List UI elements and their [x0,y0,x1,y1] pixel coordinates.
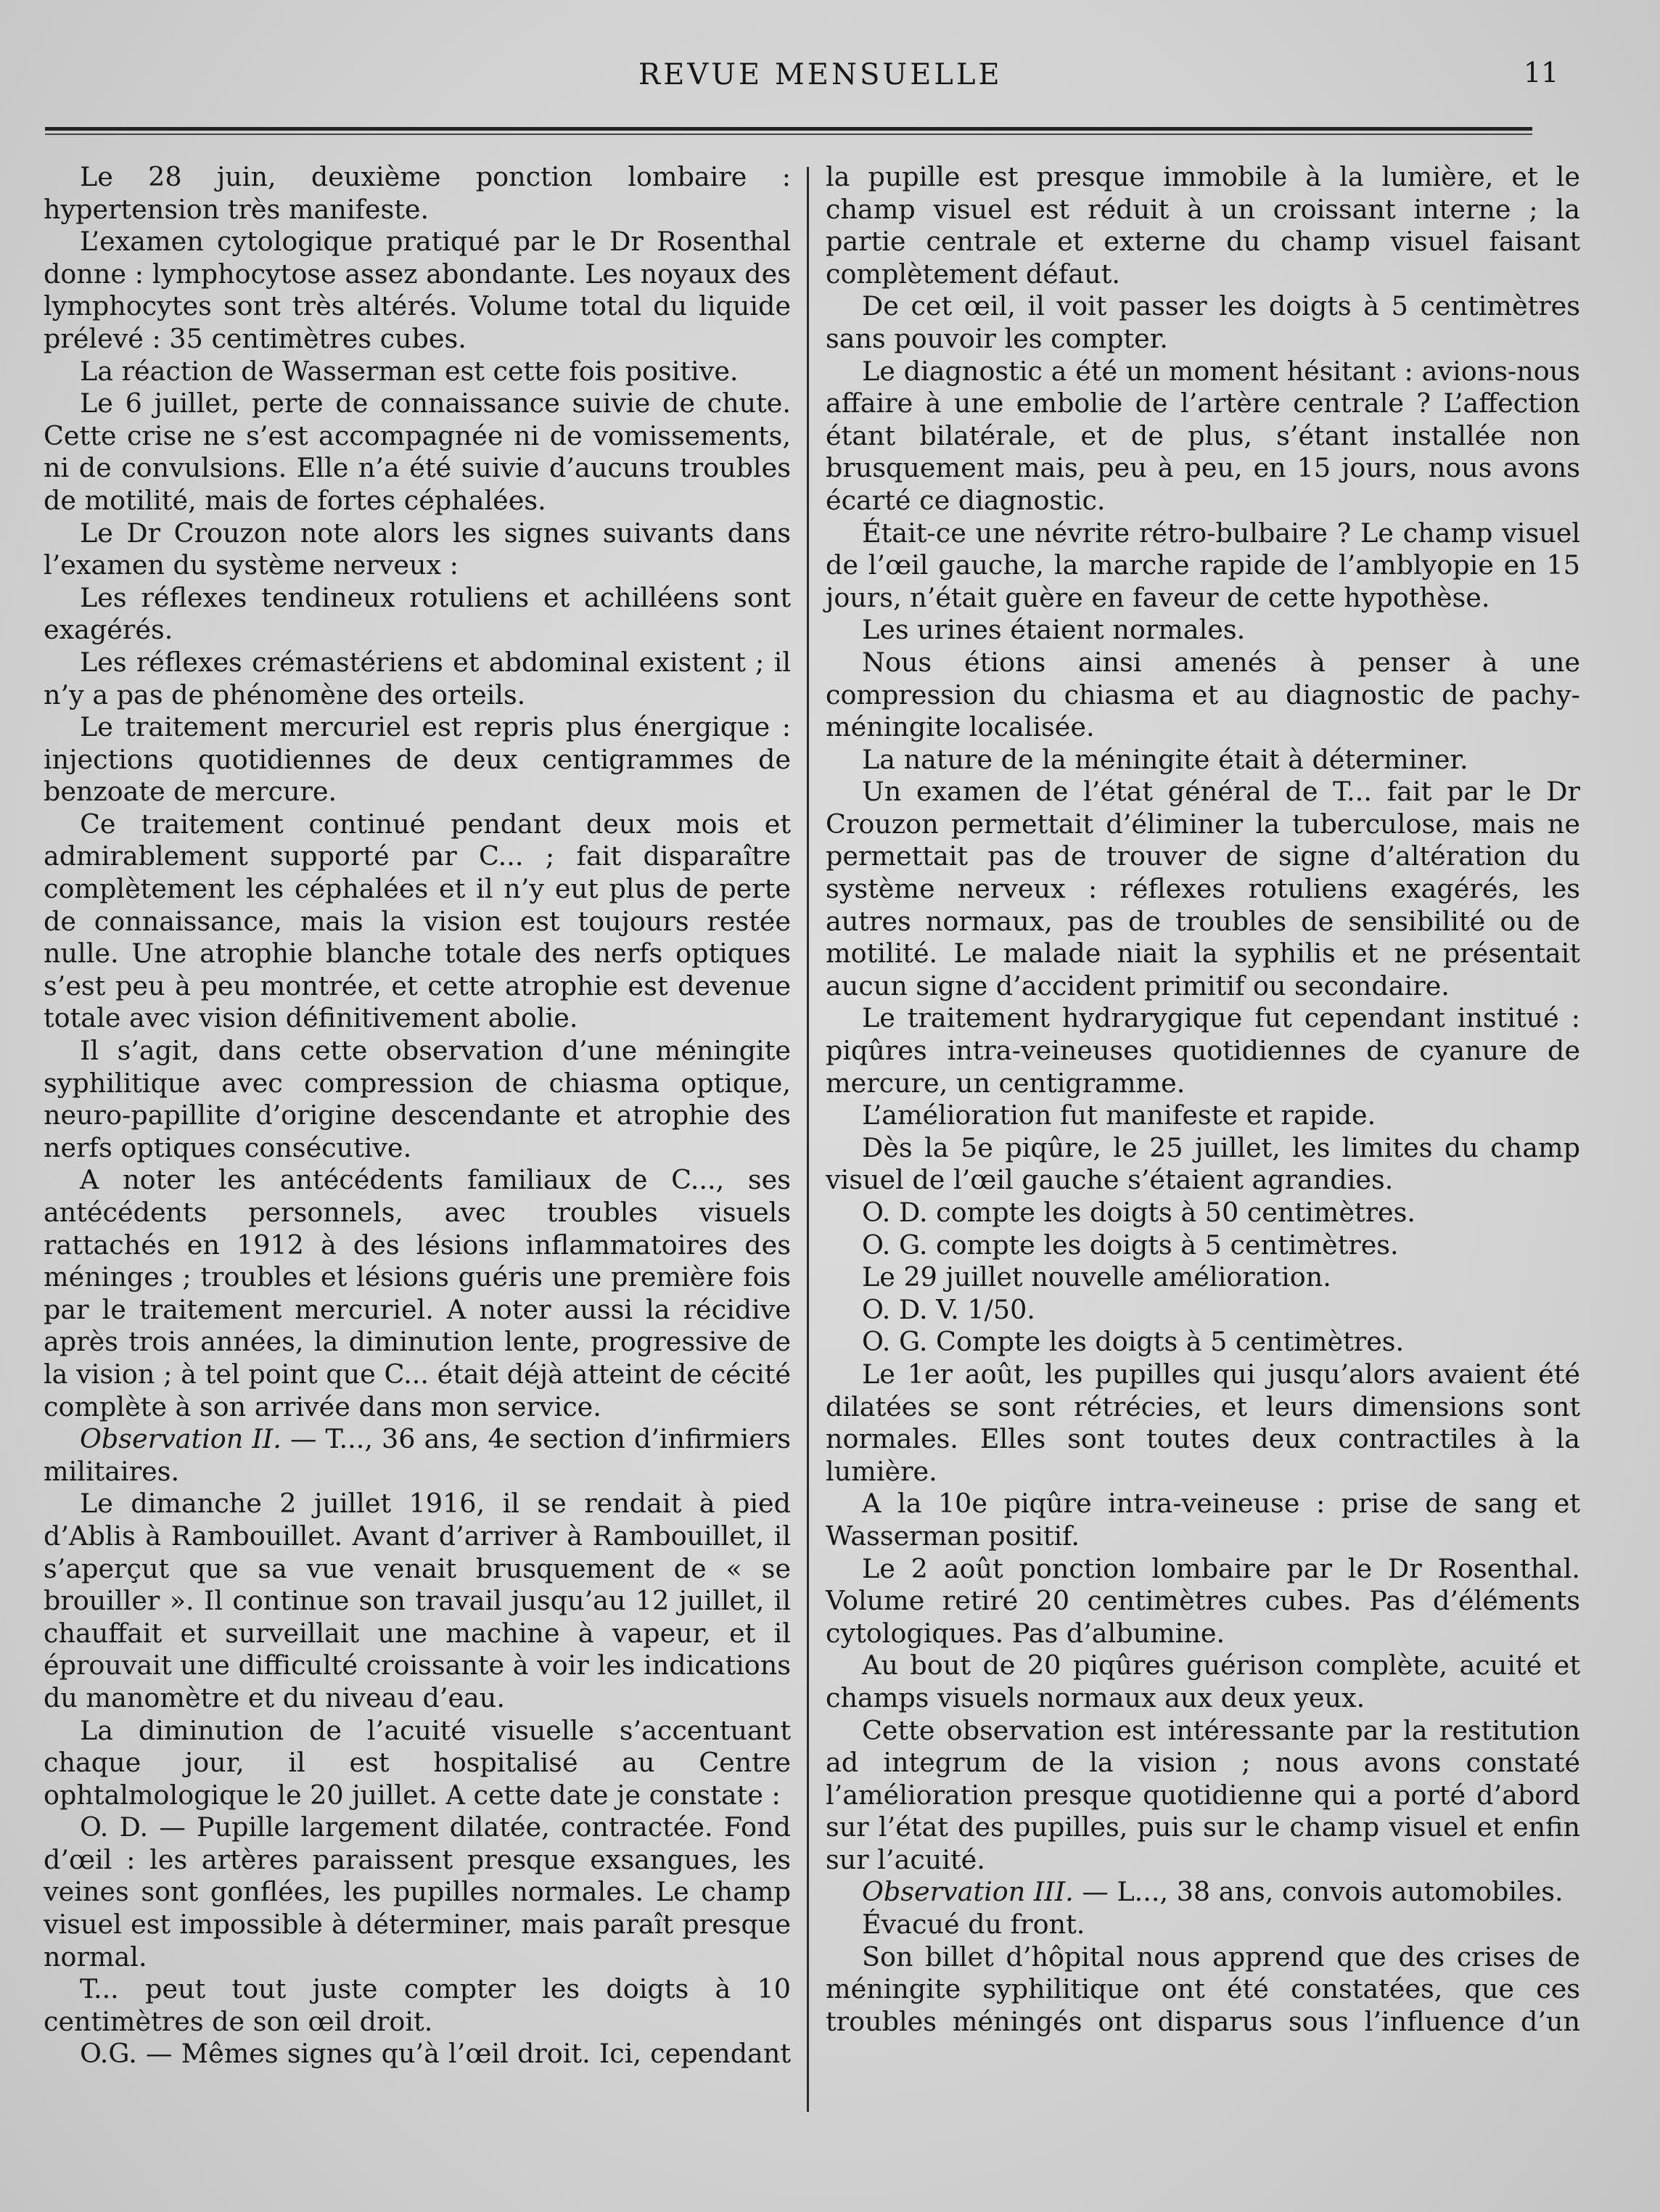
paragraph-text: L’examen cytologique pratiqué par le Dr Rosenthal donne : lymphocytose assez abondante. Les noyaux des lymphocytes sont très altérés. Volume total du liquide prélevé : 35 centimètres cubes. [44,226,791,354]
paragraph-text: A la 10e piqûre intra-veineuse : prise de sang et Wasserman positif. [826,1488,1580,1552]
paragraph [44,517,791,582]
right-column [826,161,1580,2038]
paragraph [44,1715,791,1812]
paragraph [826,1132,1580,1197]
paragraph [44,582,791,647]
paragraph-text: Son billet d’hôpital nous apprend que des crises de méningite syphilitique ont été constatées, que ces troubles méningés ont disparus sous l’influence d’un [826,1941,1580,2037]
paragraph-text: Nous étions ainsi amenés à penser à une compression du chiasma et au diagnostic de pachy-méningite localisée. [826,646,1580,743]
paragraph [826,290,1580,355]
paragraph [826,1229,1580,1262]
paragraph [44,1973,791,2038]
paragraph-text: La diminution de l’acuité visuelle s’accentuant chaque jour, il est hospitalisé au Centre ophtalmologique le 20 juillet. A cette date je constate : [44,1714,791,1811]
paragraph-text: De cet œil, il voit passer les doigts à 5 centimètres sans pouvoir les compter. [826,290,1580,354]
paragraph [44,1035,791,1164]
paragraph-text: Les réflexes crémastériens et abdominal existent ; il n’y a pas de phénomène des orteils. [44,646,791,710]
paragraph-text: Était-ce une névrite rétro-bulbaire ? Le champ visuel de l’œil gauche, la marche rapide de l’amblyopie en 15 jours, n’était guère en faveur de cette hypothèse. [826,517,1580,613]
paragraph-text: O. D. V. 1/50. [862,1293,1035,1325]
paragraph-text: Dès la 5e piqûre, le 25 juillet, les limites du champ visuel de l’œil gauche s’étaient agrandies. [826,1131,1580,1196]
paragraph [826,517,1580,615]
paragraph-text: T... peut tout juste compter les doigts à 10 centimètres de son œil droit. [44,1973,791,2037]
paragraph [44,161,791,226]
paragraph [826,614,1580,647]
paragraph-text: — L..., 38 ans, convois automobiles. [1073,1876,1564,1908]
paragraph [826,744,1580,777]
paragraph-text: O. G. Compte les doigts à 5 centimètres. [862,1326,1405,1358]
paragraph-text: O. D. — Pupille largement dilatée, contractée. Fond d’œil : les artères paraissent presque exsangues, les veines sont gonflées, les pupilles normales. Le champ visuel est impossible à déterminer, mais paraît presque normal. [44,1811,791,1973]
paragraph [826,1261,1580,1294]
paragraph-text: Un examen de l’état général de T... fait par le Dr Crouzon permettait d’éliminer la tuberculose, mais ne permettait pas de trouver de signe d’altération du système nerveux : réflexes rotuliens exagérés, les autres normaux, pas de troubles de sensibilité ou de motilité. Le malade niait la syphilis et ne présentait aucun signe d’accident primitif ou secondaire. [826,776,1580,1001]
paragraph [826,1326,1580,1359]
paragraph [44,1164,791,1423]
paragraph-text: O. G. compte les doigts à 5 centimètres. [862,1229,1399,1261]
observation-title: Observation II. [80,1423,282,1455]
paragraph-text: La nature de la méningite était à déterminer. [862,743,1468,775]
paragraph-text: Le 2 août ponction lombaire par le Dr Rosenthal. Volume retiré 20 centimètres cubes. Pas d’éléments cytologiques. Pas d’albumine. [826,1552,1580,1649]
paragraph [44,1488,791,1714]
paragraph-text: Les réflexes tendineux rotuliens et achilléens sont exagérés. [44,581,791,646]
paragraph-text: O.G. — Mêmes signes qu’à l’œil droit. Ici, cependant [80,2038,791,2070]
paragraph [826,1099,1580,1132]
paragraph-text: Le traitement hydrarygique fut cependant institué : piqûres intra-veineuses quotidiennes de cyanure de mercure, un centigramme. [826,1002,1580,1099]
paragraph-text: Il s’agit, dans cette observation d’une méningite syphilitique avec compression de chiasma optique, neuro-papillite d’origine descendante et atrophie des nerfs optiques consécutive. [44,1035,791,1163]
paragraph [44,388,791,517]
paragraph-text: Ce traitement continué pendant deux mois et admirablement supporté par C... ; fait disparaître complètement les céphalées et il n’y eut plus de perte de connaissance, mais la vision est toujours restée nulle. Une atrophie blanche totale des nerfs optiques s’est peu à peu montrée, et cette atrophie est devenue totale avec vision définitivement abolie. [44,808,791,1034]
paragraph [44,1811,791,1973]
paragraph [826,1941,1580,2039]
paragraph [826,1002,1580,1099]
header-rule [45,127,1532,131]
paragraph-text: Le traitement mercuriel est repris plus énergique : injections quotidiennes de deux centigrammes de benzoate de mercure. [44,711,791,808]
paragraph [826,356,1580,517]
paragraph [44,711,791,808]
paragraph-text: L’amélioration fut manifeste et rapide. [862,1099,1376,1131]
paragraph-text: Le Dr Crouzon note alors les signes suivants dans l’examen du système nerveux : [44,517,791,581]
paragraph-text: A noter les antécédents familiaux de C..., ses antécédents personnels, avec troubles visuels rattachés en 1912 à des lésions inflammatoires des méninges ; troubles et lésions guéris une première fois par le traitement mercuriel. A noter aussi la récidive après trois années, la diminution lente, progressive de la vision ; à tel point que C... était déjà atteint de cécité complète à son arrivée dans mon service. [44,1164,791,1422]
paragraph-text: Le 1er août, les pupilles qui jusqu’alors avaient été dilatées se sont rétrécies, et leurs dimensions sont normales. Elles sont toutes deux contractiles à la lumière. [826,1358,1580,1487]
paragraph [44,647,791,711]
paragraph-text: — T..., 36 ans, 4e section d’infirmiers militaires. [44,1423,791,1487]
paragraph [826,1650,1580,1714]
paragraph-text: Cette observation est intéressante par la restitution ad integrum de la vision ; nous avons constaté l’amélioration presque quotidienne qui a porté d’abord sur l’état des pupilles, puis sur le champ visuel et enfin sur l’acuité. [826,1714,1580,1875]
paragraph [826,1715,1580,1877]
observation-title: Observation III. [862,1876,1074,1908]
paragraph-text: Les urines étaient normales. [862,614,1246,646]
paragraph [44,356,791,388]
running-head: REVUE MENSUELLE [638,58,1003,91]
paragraph [826,1876,1580,1909]
paragraph-text: La réaction de Wasserman est cette fois positive. [80,355,739,387]
paragraph [826,161,1580,290]
paragraph [826,1197,1580,1229]
page-header [0,51,1660,102]
paragraph-text: Le 29 juillet nouvelle amélioration. [862,1261,1331,1293]
paragraph [826,647,1580,744]
paragraph [826,1294,1580,1327]
paragraph [44,226,791,355]
paragraph [44,1423,791,1488]
paragraph [826,1359,1580,1488]
paragraph [44,2038,791,2070]
paragraph [826,1488,1580,1552]
column-divider [807,167,809,2112]
paragraph-text: la pupille est presque immobile à la lumière, et le champ visuel est réduit à un croissant interne ; la partie centrale et externe du champ visuel faisant complètement défaut. [826,161,1580,290]
paragraph-text: Le diagnostic a été un moment hésitant : avions-nous affaire à une embolie de l’artère centrale ? L’affection étant bilatérale, et de plus, s’étant installée non brusquement mais, peu à peu, en 15 jours, nous avons écarté ce diagnostic. [826,355,1580,516]
paragraph-text: Le dimanche 2 juillet 1916, il se rendait à pied d’Ablis à Rambouillet. Avant d’arriver à Rambouillet, il s’aperçut que sa vue venait brusquement de « se brouiller ». Il continue son travail jusqu’au 12 juillet, il chauffait et surveillait une machine à vapeur, et il éprouvait une difficulté croissante à voir les indications du manomètre et du niveau d’eau. [44,1488,791,1713]
paragraph-text: Évacué du front. [862,1909,1085,1941]
left-column [44,161,791,2070]
paragraph-text: Le 6 juillet, perte de connaissance suivie de chute. Cette crise ne s’est accompagnée ni de vomissements, ni de convulsions. Elle n’a été suivie d’aucuns troubles de motilité, mais de fortes céphalées. [44,388,791,516]
paragraph [826,776,1580,1002]
header-rule-thin [45,134,1532,135]
paragraph-text: Au bout de 20 piqûres guérison complète, acuité et champs visuels normaux aux deux yeux. [826,1650,1580,1713]
paragraph [826,1553,1580,1650]
paragraph [44,808,791,1035]
paragraph-text: Le 28 juin, deuxième ponction lombaire : hypertension très manifeste. [44,161,791,225]
paragraph-text: O. D. compte les doigts à 50 centimètres. [862,1197,1415,1228]
page-number: 11 [1524,57,1559,89]
paragraph [826,1909,1580,1941]
